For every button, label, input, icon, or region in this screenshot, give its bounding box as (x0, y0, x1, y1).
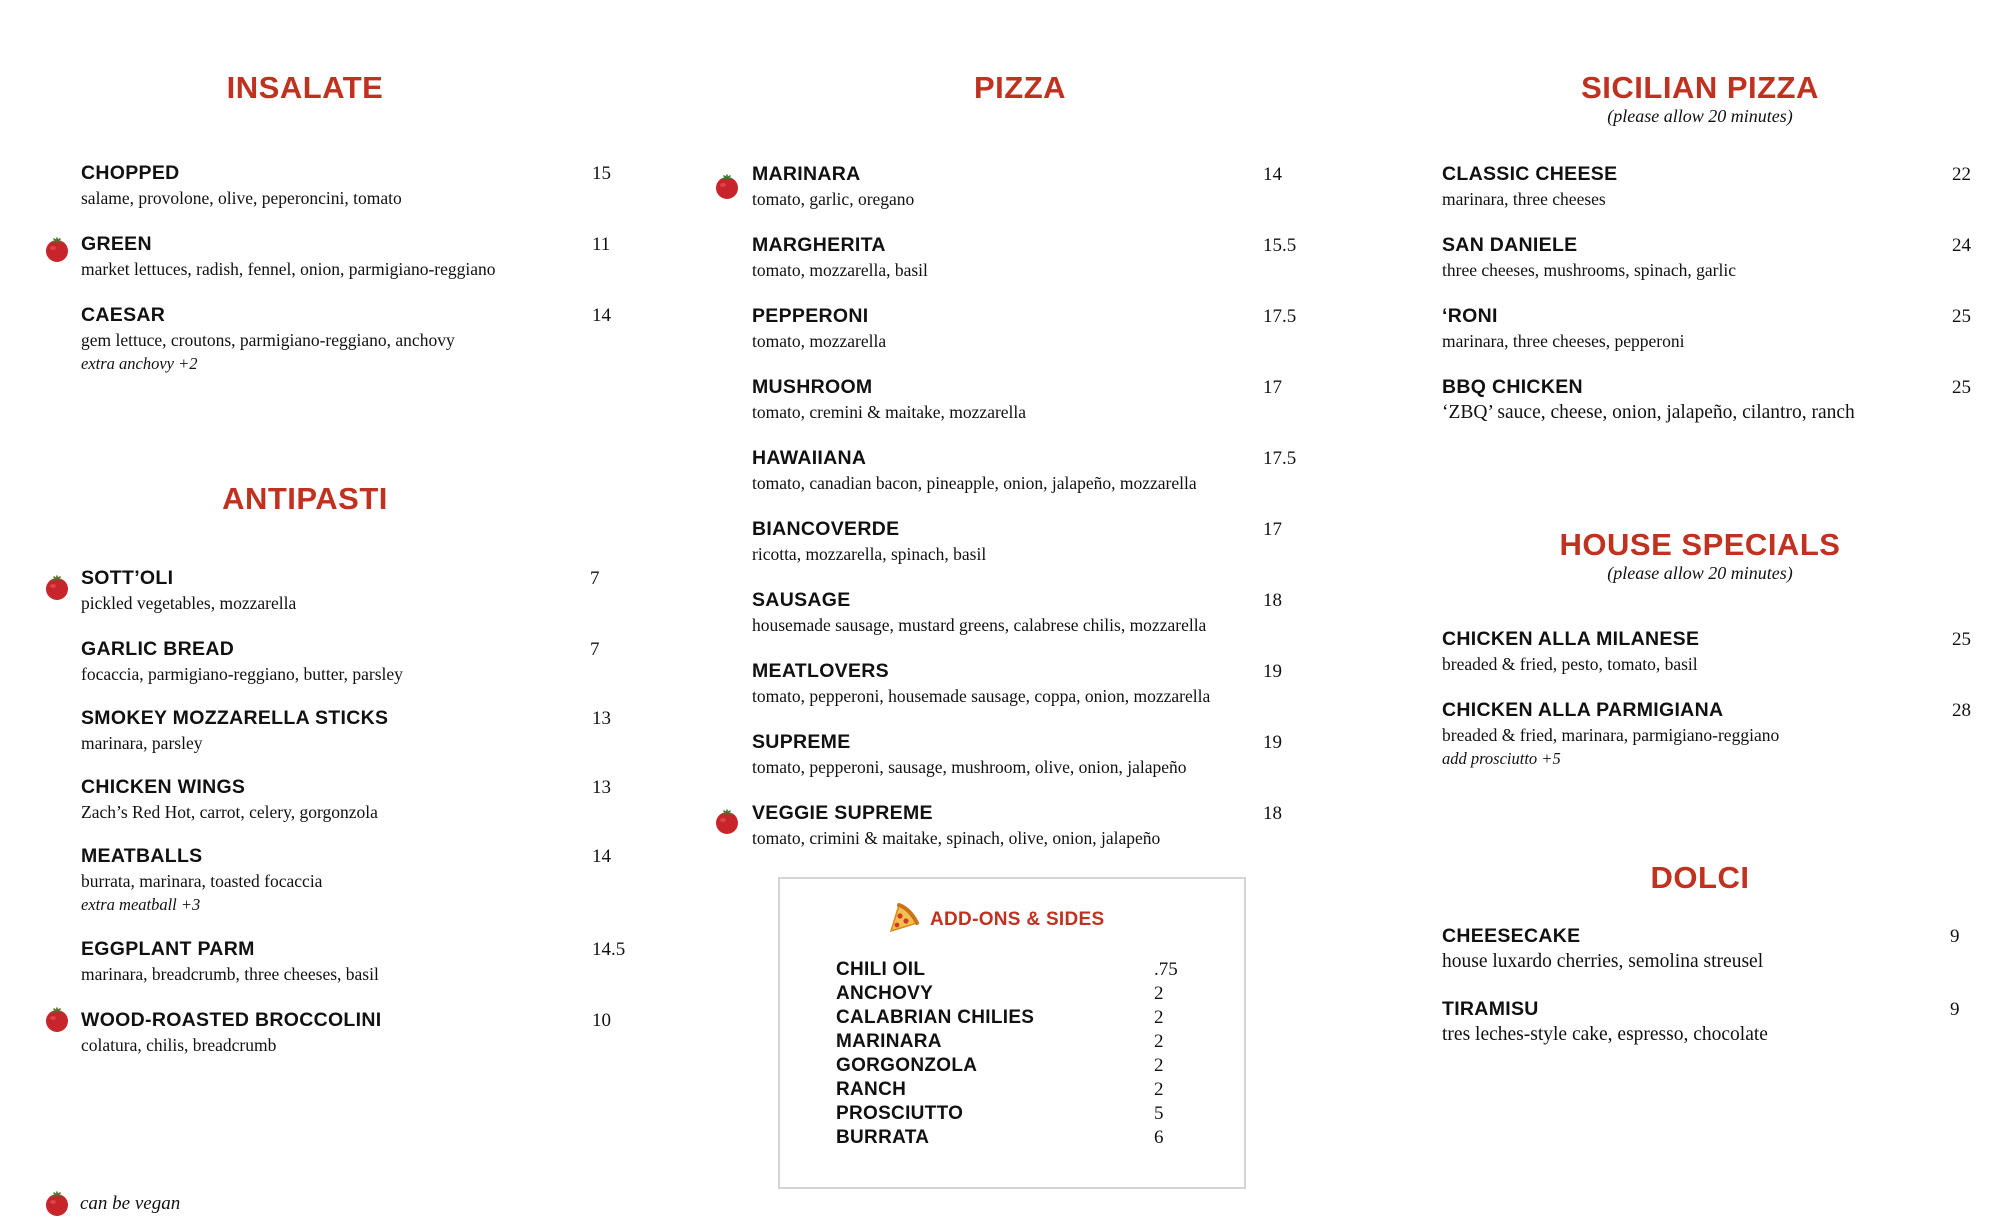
menu-item-bbq-chicken (1442, 376, 1855, 424)
item-desc: focaccia, parmigiano-reggiano, butter, parsley (81, 664, 403, 684)
item-desc: tomato, canadian bacon, pineapple, onion, jalapeño, mozzarella (752, 473, 1197, 493)
addon-price: 2 (1154, 1031, 1164, 1052)
item-price: 17 (1263, 377, 1282, 398)
item-desc: tomato, crimini & maitake, spinach, olive, onion, jalapeño (752, 828, 1161, 848)
addon-name: GORGONZOLA (836, 1055, 978, 1076)
item-name: EGGPLANT PARM (81, 938, 255, 960)
item-desc: tomato, cremini & maitake, mozzarella (752, 402, 1027, 422)
item-desc: breaded & fried, marinara, parmigiano-reggiano (1442, 725, 1780, 745)
menu-item-meatlovers (752, 660, 1210, 707)
section-note-sicilian: (please allow 20 minutes) (1607, 106, 1793, 126)
tomato-icon (714, 809, 740, 835)
addon-price: 2 (1154, 1055, 1164, 1076)
addon-row (836, 1103, 1196, 1127)
item-name: MUSHROOM (752, 376, 873, 398)
item-desc: burrata, marinara, toasted focaccia (81, 871, 323, 891)
item-desc: Zach’s Red Hot, carrot, celery, gorgonzola (81, 802, 378, 822)
menu-item-green (81, 233, 496, 280)
menu-item-chicken-parmigiana (1442, 699, 1779, 769)
addon-name: ANCHOVY (836, 983, 934, 1004)
pizza-slice-icon (886, 901, 920, 935)
addon-price: 2 (1154, 983, 1164, 1004)
item-price: 10 (592, 1010, 611, 1031)
item-price: 22 (1952, 164, 1971, 185)
item-name: CHOPPED (81, 162, 180, 184)
item-desc: colatura, chilis, breadcrumb (81, 1035, 277, 1055)
addon-row (836, 1127, 1196, 1151)
item-name: TIRAMISU (1442, 998, 1539, 1020)
menu-item-cheesecake (1442, 925, 1763, 973)
menu-item-chopped (81, 162, 402, 209)
item-desc: ‘ZBQ’ sauce, cheese, onion, jalapeño, cilantro, ranch (1442, 402, 1855, 423)
item-name: HAWAIIANA (752, 447, 867, 469)
item-name: MARGHERITA (752, 234, 886, 256)
addon-name: RANCH (836, 1079, 907, 1100)
tomato-icon (44, 237, 70, 263)
addon-name: PROSCIUTTO (836, 1103, 964, 1124)
item-desc: tres leches-style cake, espresso, chocolate (1442, 1024, 1768, 1045)
menu-item-san-daniele (1442, 234, 1736, 281)
addon-price: 6 (1154, 1127, 1164, 1148)
addon-price: 2 (1154, 1007, 1164, 1028)
item-price: 13 (592, 777, 611, 798)
item-price: 13 (592, 708, 611, 729)
item-price: 7 (590, 568, 600, 589)
section-title-sicilian-pizza: SICILIAN PIZZA (1581, 70, 1819, 105)
addon-price: .75 (1154, 959, 1178, 980)
addon-name: CHILI OIL (836, 959, 926, 980)
menu-item-supreme (752, 731, 1187, 778)
item-desc: salame, provolone, olive, peperoncini, tomato (81, 188, 402, 208)
item-name: CHICKEN ALLA PARMIGIANA (1442, 699, 1724, 721)
item-price: 19 (1263, 661, 1282, 682)
item-name: GREEN (81, 233, 152, 255)
addon-price: 5 (1154, 1103, 1164, 1124)
menu-item-mushroom (752, 376, 1026, 423)
item-price: 17.5 (1263, 448, 1297, 469)
item-extra: extra anchovy +2 (81, 354, 198, 373)
addons-box (778, 877, 1246, 1189)
legend-text: can be vegan (80, 1193, 181, 1214)
item-price: 15 (592, 163, 611, 184)
addon-name: BURRATA (836, 1127, 930, 1148)
item-desc: market lettuces, radish, fennel, onion, parmigiano-reggiano (81, 259, 496, 279)
section-title-insalate: INSALATE (226, 70, 384, 105)
item-desc: house luxardo cherries, semolina streusel (1442, 951, 1764, 972)
item-desc: marinara, three cheeses, pepperoni (1442, 331, 1685, 351)
addon-row (836, 1079, 1196, 1103)
item-name: VEGGIE SUPREME (752, 802, 933, 824)
item-desc: tomato, mozzarella (752, 331, 887, 351)
item-price: 24 (1952, 235, 1971, 256)
item-name: ‘RONI (1442, 305, 1498, 327)
menu-item-roni (1442, 305, 1684, 352)
addon-row (836, 1007, 1196, 1031)
item-name: SMOKEY MOZZARELLA STICKS (81, 707, 389, 729)
item-price: 14.5 (592, 939, 626, 960)
item-desc: three cheeses, mushrooms, spinach, garlic (1442, 260, 1737, 280)
menu-item-broccolini (81, 1009, 381, 1056)
addon-row (836, 1031, 1196, 1055)
tomato-icon (714, 174, 740, 200)
item-price: 11 (592, 234, 611, 255)
item-price: 18 (1263, 590, 1282, 611)
item-desc: breaded & fried, pesto, tomato, basil (1442, 654, 1698, 674)
item-name: SAUSAGE (752, 589, 851, 611)
addons-title: ADD-ONS & SIDES (930, 909, 1105, 930)
section-title-house-specials: HOUSE SPECIALS (1559, 527, 1841, 562)
menu-item-sottoli (81, 567, 296, 614)
item-desc: pickled vegetables, mozzarella (81, 593, 297, 613)
item-price: 25 (1952, 377, 1971, 398)
item-name: BIANCOVERDE (752, 518, 900, 540)
item-desc: tomato, pepperoni, sausage, mushroom, olive, onion, jalapeño (752, 757, 1187, 777)
addon-row (836, 983, 1196, 1007)
item-name: PEPPERONI (752, 305, 869, 327)
item-price: 28 (1952, 700, 1971, 721)
item-name: WOOD-ROASTED BROCCOLINI (81, 1009, 382, 1031)
item-desc: marinara, parsley (81, 733, 203, 753)
item-name: SOTT’OLI (81, 567, 174, 589)
menu-item-garlic-bread (81, 638, 403, 685)
addon-price: 2 (1154, 1079, 1164, 1100)
item-name: MEATBALLS (81, 845, 203, 867)
item-desc: marinara, three cheeses (1442, 189, 1606, 209)
item-price: 15.5 (1263, 235, 1297, 256)
menu-item-pepperoni (752, 305, 886, 352)
item-price: 25 (1952, 629, 1971, 650)
item-name: MARINARA (752, 163, 861, 185)
tomato-icon (44, 1191, 70, 1217)
item-desc: tomato, pepperoni, housemade sausage, coppa, onion, mozzarella (752, 686, 1211, 706)
item-price: 19 (1263, 732, 1282, 753)
section-note-house-specials: (please allow 20 minutes) (1607, 563, 1793, 583)
item-name: SAN DANIELE (1442, 234, 1578, 256)
addon-row (836, 1055, 1196, 1079)
item-desc: gem lettuce, croutons, parmigiano-reggiano, anchovy (81, 330, 455, 350)
menu-item-chicken-milanese (1442, 628, 1699, 675)
menu-item-margherita (752, 234, 928, 281)
item-name: CHICKEN ALLA MILANESE (1442, 628, 1700, 650)
item-name: CHEESECAKE (1442, 925, 1581, 947)
item-price: 18 (1263, 803, 1282, 824)
tomato-icon (44, 575, 70, 601)
menu-item-chicken-wings (81, 776, 378, 823)
menu-item-veggie-supreme (752, 802, 1160, 849)
item-desc: housemade sausage, mustard greens, calabrese chilis, mozzarella (752, 615, 1207, 635)
addon-name: MARINARA (836, 1031, 942, 1052)
item-price: 7 (590, 639, 600, 660)
item-name: MEATLOVERS (752, 660, 889, 682)
item-price: 14 (592, 846, 611, 867)
menu-item-marinara (752, 163, 914, 210)
menu-item-biancoverde (752, 518, 986, 565)
item-price: 25 (1952, 306, 1971, 327)
item-price: 17.5 (1263, 306, 1297, 327)
item-desc: tomato, mozzarella, basil (752, 260, 928, 280)
addon-row (836, 959, 1196, 983)
item-name: BBQ CHICKEN (1442, 376, 1583, 398)
item-extra: add prosciutto +5 (1442, 749, 1561, 768)
menu-item-classic-cheese (1442, 163, 1617, 210)
item-desc: tomato, garlic, oregano (752, 189, 915, 209)
item-price: 9 (1950, 926, 1960, 947)
menu-item-caesar (81, 304, 455, 374)
item-price: 14 (1263, 164, 1282, 185)
menu-item-eggplant-parm (81, 938, 379, 985)
item-name: CLASSIC CHEESE (1442, 163, 1618, 185)
menu-item-hawaiiana (752, 447, 1197, 494)
section-title-pizza: PIZZA (973, 70, 1067, 105)
addon-name: CALABRIAN CHILIES (836, 1007, 1035, 1028)
menu-item-meatballs (81, 845, 322, 915)
tomato-icon (44, 1007, 70, 1033)
item-name: CAESAR (81, 304, 166, 326)
menu-item-mozzarella-sticks (81, 707, 388, 754)
section-title-antipasti: ANTIPASTI (222, 481, 388, 516)
item-desc: marinara, breadcrumb, three cheeses, basil (81, 964, 379, 984)
item-price: 14 (592, 305, 611, 326)
item-desc: ricotta, mozzarella, spinach, basil (752, 544, 987, 564)
item-name: CHICKEN WINGS (81, 776, 246, 798)
item-price: 9 (1950, 999, 1960, 1020)
section-title-dolci: DOLCI (1650, 860, 1750, 895)
item-name: GARLIC BREAD (81, 638, 235, 660)
item-price: 17 (1263, 519, 1282, 540)
menu-item-tiramisu (1442, 998, 1768, 1046)
item-extra: extra meatball +3 (81, 895, 201, 914)
menu-item-sausage (752, 589, 1206, 636)
item-name: SUPREME (752, 731, 851, 753)
